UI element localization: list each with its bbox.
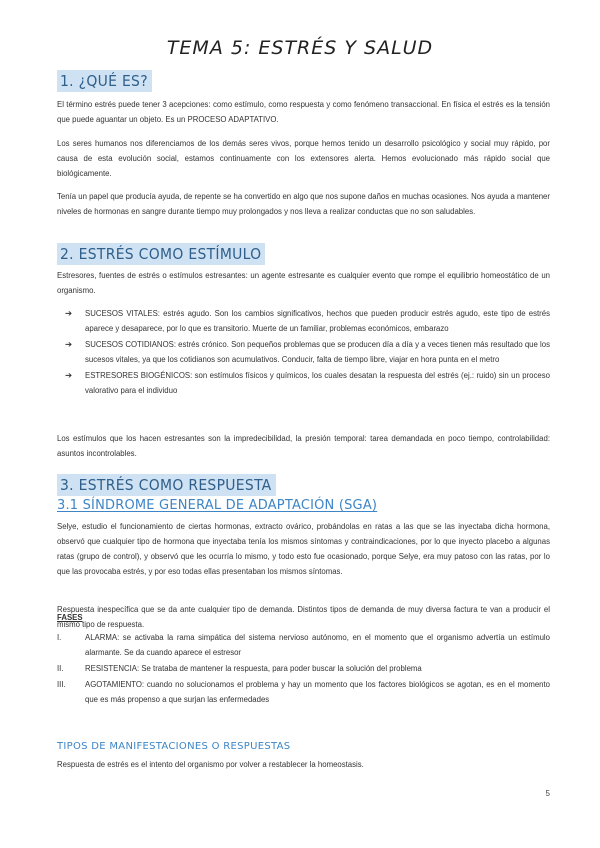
section-heading-que-es: 1. ¿QUÉ ES? <box>57 70 152 92</box>
list-number: III. <box>57 680 66 689</box>
section-heading-estres-estimulo: 2. ESTRÉS COMO ESTÍMULO <box>57 243 265 265</box>
stressor-list <box>57 306 550 399</box>
section-heading-estres-respuesta: 3. ESTRÉS COMO RESPUESTA <box>57 474 276 496</box>
arrow-right-icon: ➔ <box>65 308 73 318</box>
page-title: TEMA 5: ESTRÉS Y SALUD <box>166 37 434 59</box>
paragraph: Respuesta de estrés es el intento del organismo por volver a restablecer la homeostasis. <box>57 760 364 769</box>
paragraph: Los seres humanos nos diferenciamos de los demás seres vivos, porque hemos tenido un desarrollo psicológico y social muy rápido, por causa de esta evolución social, estamos continuamente con los extensores alerta. Hemos evolucionado más rápido social que biológicamente. <box>57 139 550 178</box>
paragraph: Respuesta inespecífica que se da ante cualquier tipo de demanda. Distintos tipos de demanda de muy diversa factura te van a producir el mismo tipo de respuesta. <box>57 605 550 629</box>
subsection-heading-sga: 3.1 SÍNDROME GENERAL DE ADAPTACIÓN (SGA) <box>57 498 378 513</box>
list-number: I. <box>57 633 62 642</box>
paragraph: Los estímulos que los hacen estresantes son la impredecibilidad, la presión temporal: tarea demandada en poco tiempo, controlabilidad: asuntos incontrolables. <box>57 434 550 458</box>
list-item: III. AGOTAMIENTO: cuando no solucionamos el problema y hay un momento que los factores biológicos se agotan, es en el momento que es más propenso a que surjan las enfermedades <box>57 677 550 707</box>
fases-list <box>57 630 550 708</box>
arrow-right-icon: ➔ <box>65 370 73 380</box>
list-item: ➔ SUCESOS VITALES: estrés agudo. Son los cambios significativos, hechos que pueden producir estrés agudo, este tipo de estrés aparece y desaparece, por lo que es transitorio. Muerte de un familiar, problemas económicos, embarazo <box>65 308 550 333</box>
list-item: ➔ ESTRESORES BIOGÉNICOS: son estímulos físicos y químicos, los cuales desatan la respuesta del estrés (ej.: ruido) sin un proceso valorativo para el individuo <box>65 370 550 395</box>
list-item: ➔ SUCESOS COTIDIANOS: estrés crónico. Son pequeños problemas que se producen día a día y a veces tienen más resultado que los sucesos vitales, ya que los cotidianos son acumulativos. Conducir, falta de tiempo libre, viajar en hora punta en el metro <box>65 339 550 364</box>
list-item: I. ALARMA: se activaba la rama simpática del sistema nervioso autónomo, en el momento que el organismo advertía un estímulo alarmante. Se da cuando aparece el estresor <box>57 630 550 660</box>
paragraph: El término estrés puede tener 3 acepciones: como estímulo, como respuesta y como fenómeno transaccional. En física el estrés es la tensión que puede aguantar un objeto. Es un PROCESO ADAPTATIVO. <box>57 100 550 124</box>
subsection-heading-tipos: TIPOS DE MANIFESTACIONES O RESPUESTAS <box>57 741 291 752</box>
fases-label: FASES <box>57 613 83 622</box>
paragraph: Estresores, fuentes de estrés o estímulos estresantes: un agente estresante es cualquier evento que rompe el equilibrio homeostático de un organismo. <box>57 271 550 295</box>
list-number: II. <box>57 664 64 673</box>
arrow-right-icon: ➔ <box>65 339 73 349</box>
paragraph: Selye, estudio el funcionamiento de ciertas hormonas, extracto ovárico, probándolas en ratas a las que se las inyectaba dicha hormona, observó que cualquier tipo de hormona que inyectaba tenía los mismos síntomas y contraindicaciones, por lo que inyecto placebo a algunas ratas (grupo de control), y observó que les ocurría lo mismo, y todo esto fue ocasionado, porque Selye, era muy patoso con las ratas, por lo que las provocaba estrés, y por eso todas ellas presentaban los mismos síntomas. <box>57 522 550 576</box>
paragraph: Tenía un papel que producía ayuda, de repente se ha convertido en algo que nos supone daños en muchas ocasiones. Nos ayuda a mantener niveles de hormonas en sangre durante tiempo muy prolongados y nos lleva a realizar conductas que no son saludables. <box>57 192 550 216</box>
list-item: II. RESISTENCIA: Se trataba de mantener la respuesta, para poder buscar la solución del problema <box>57 661 550 676</box>
page-number: 5 <box>545 789 550 798</box>
